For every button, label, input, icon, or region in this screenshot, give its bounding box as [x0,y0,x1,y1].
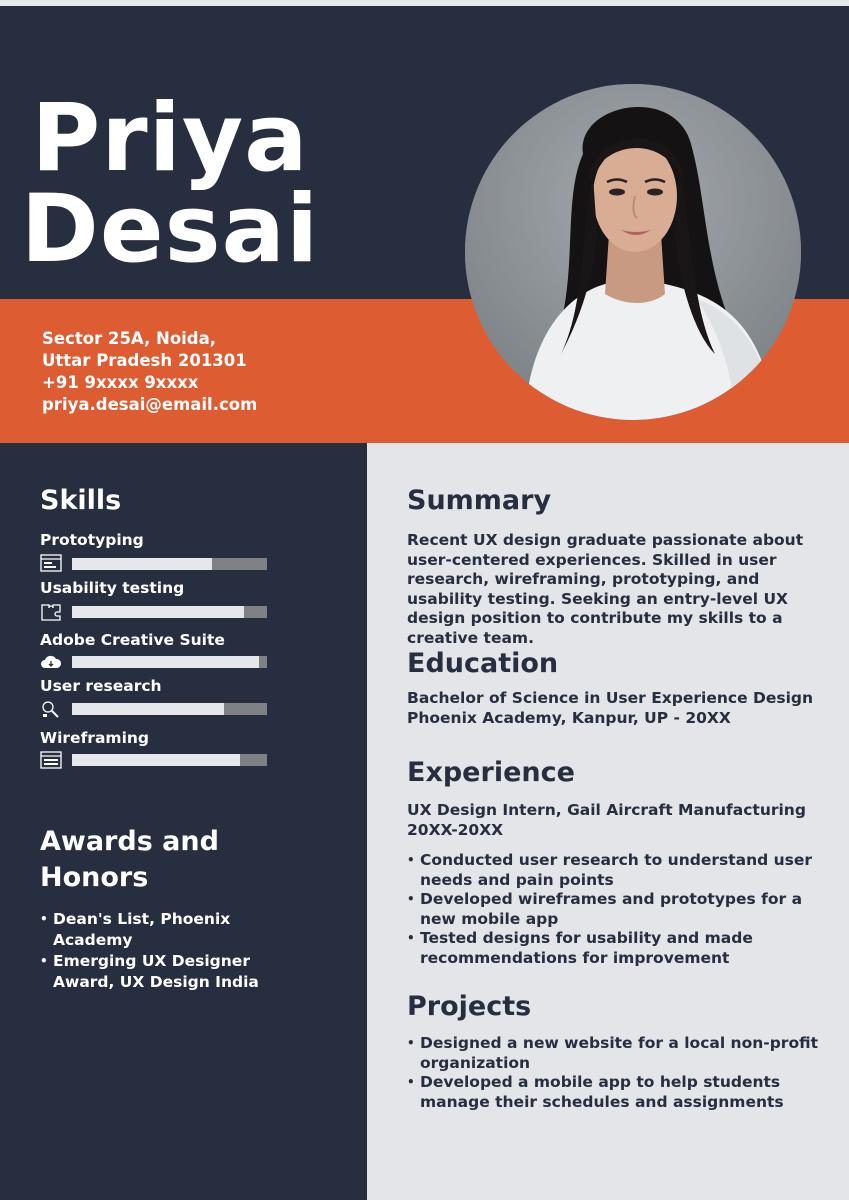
monitor-icon [40,554,62,572]
awards-list [40,909,302,993]
phone-number[interactable]: +91 9xxxx 9xxxx [42,373,199,392]
awards-heading-line-1: Awards and [40,826,219,857]
skill-bar-fill [72,558,212,570]
skill-bar-fill [72,703,224,715]
profile-photo [465,84,801,420]
experience-bullet: • Conducted user research to understand user needs and pain points [407,851,827,890]
experience-dates: 20XX-20XX [407,820,504,839]
skill-label-user-research: User research [40,677,162,695]
cloud-icon [40,653,62,671]
skill-bar-prototyping [72,558,267,570]
awards-heading-line-2: Honors [40,862,149,893]
contact-info [42,328,257,416]
skill-bar-user-research [72,703,267,715]
experience-bullet: • Tested designs for usability and made recommendations for improvement [407,929,827,968]
experience-bullet: • Developed wireframes and prototypes for a new mobile app [407,890,827,929]
skill-label-adobe-creative-suite: Adobe Creative Suite [40,631,225,649]
last-name: Desai [20,175,320,284]
experience-role-block [407,801,827,840]
skills-heading: Skills [40,485,122,516]
project-bullet: • Designed a new website for a local non-profit organization [407,1034,827,1073]
summary-heading: Summary [407,485,552,516]
education-degree: Bachelor of Science in User Experience Design [407,689,814,707]
experience-heading: Experience [407,757,575,788]
award-item: • Dean's List, Phoenix Academy [40,909,302,951]
education-school: Phoenix Academy, Kanpur, UP - 20XX [407,708,731,727]
projects-bullets [407,1034,827,1112]
education-heading: Education [407,648,559,679]
skill-bar-fill [72,656,259,668]
address-line-1: Sector 25A, Noida, [42,329,217,348]
skill-bar-adobe-creative-suite [72,656,267,668]
skill-bar-wireframing [72,754,267,766]
address-line-2: Uttar Pradesh 201301 [42,351,247,370]
experience-role: UX Design Intern, Gail Aircraft Manufacturing [407,801,806,819]
skill-label-prototyping: Prototyping [40,531,144,549]
education-details [407,689,827,728]
skill-bar-fill [72,754,240,766]
awards-heading [40,824,219,896]
award-item: • Emerging UX Designer Award, UX Design India [40,951,302,993]
summary-text: Recent UX design graduate passionate about user-centered experiences. Skilled in user research, wireframing, prototyping, and usability testing. Seeking an entry-level UX design position to contribute my skills to a creative team. [407,531,804,647]
wireframe-icon [40,751,62,769]
first-name: Priya [31,84,309,193]
skill-bar-fill [72,606,244,618]
puzzle-icon [40,603,62,621]
research-icon [40,700,62,718]
email-address[interactable]: priya.desai@email.com [42,395,258,414]
experience-bullets [407,851,827,968]
skill-bar-usability-testing [72,606,267,618]
portrait-illustration [465,84,801,420]
projects-heading: Projects [407,991,532,1022]
project-bullet: • Developed a mobile app to help students manage their schedules and assignments [407,1073,827,1112]
skill-label-wireframing: Wireframing [40,729,150,747]
skill-label-usability-testing: Usability testing [40,579,185,597]
